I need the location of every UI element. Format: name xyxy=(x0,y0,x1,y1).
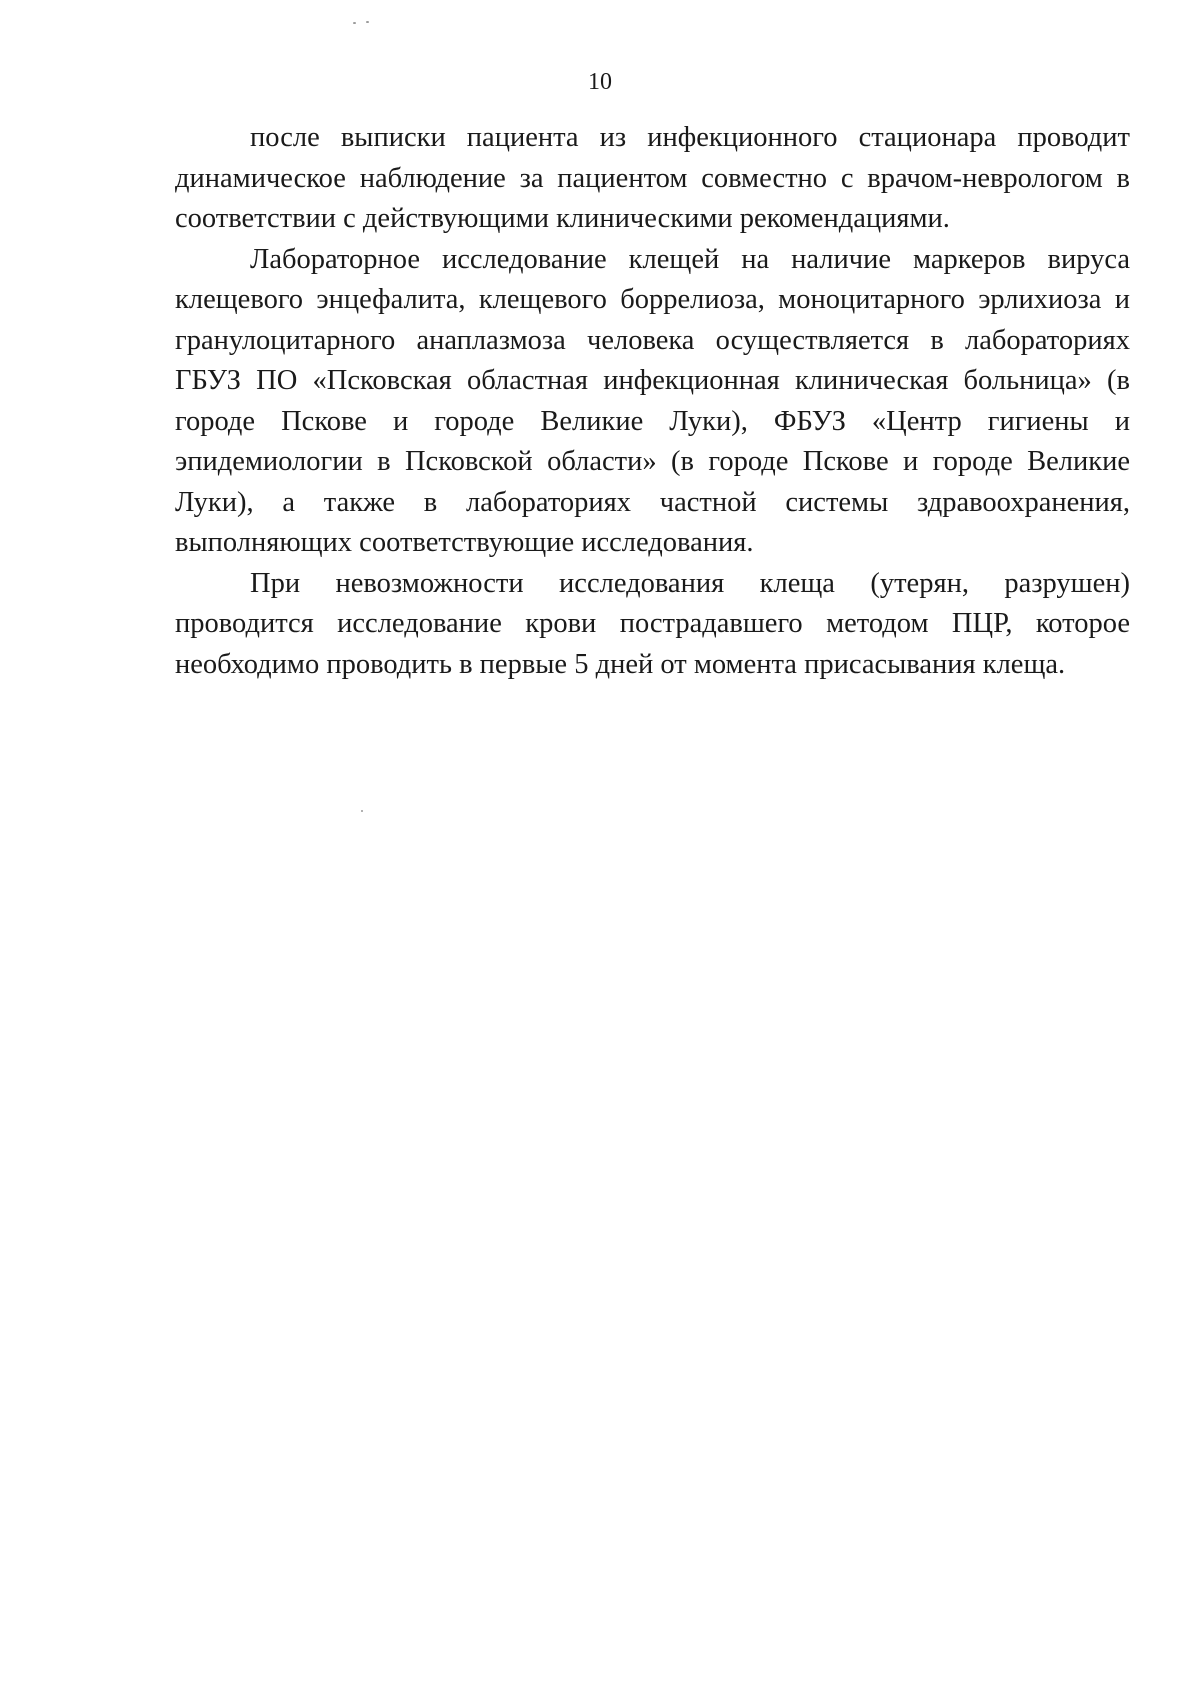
scan-speck xyxy=(353,22,356,24)
page-number: 10 xyxy=(588,69,612,95)
paragraph-discharge-followup: после выписки пациента из инфекционного стационара проводит динамическое наблюдение за пациентом совместно с врачом-неврологом в соответствии с действующими клиническими рекомендациями. xyxy=(175,122,1130,234)
scan-speck xyxy=(361,810,363,812)
scan-speck xyxy=(366,21,369,23)
paragraph-blood-pcr-testing: При невозможности исследования клеща (утерян, разрушен) проводится исследование крови пострадавшего методом ПЦР, которое необходимо проводить в первые 5 дней от момента присасывания клеща. xyxy=(175,567,1130,680)
document-body xyxy=(175,118,1130,685)
paragraph-tick-lab-testing: Лабораторное исследование клещей на наличие маркеров вируса клещевого энцефалита, клещевого боррелиоза, моноцитарного эрлихиоза и гранулоцитарного анаплазмоза человека осуществляется в лабораториях ГБУЗ ПО «Псковская областная инфекционная клиническая больница» (в городе Пскове и городе Великие Луки), ФБУЗ «Центр гигиены и эпидемиологии в Псковской области» (в городе Пскове и городе Великие Луки), а также в лабораториях частной системы здравоохранения, выполняющих соответствующие исследования. xyxy=(175,243,1130,558)
